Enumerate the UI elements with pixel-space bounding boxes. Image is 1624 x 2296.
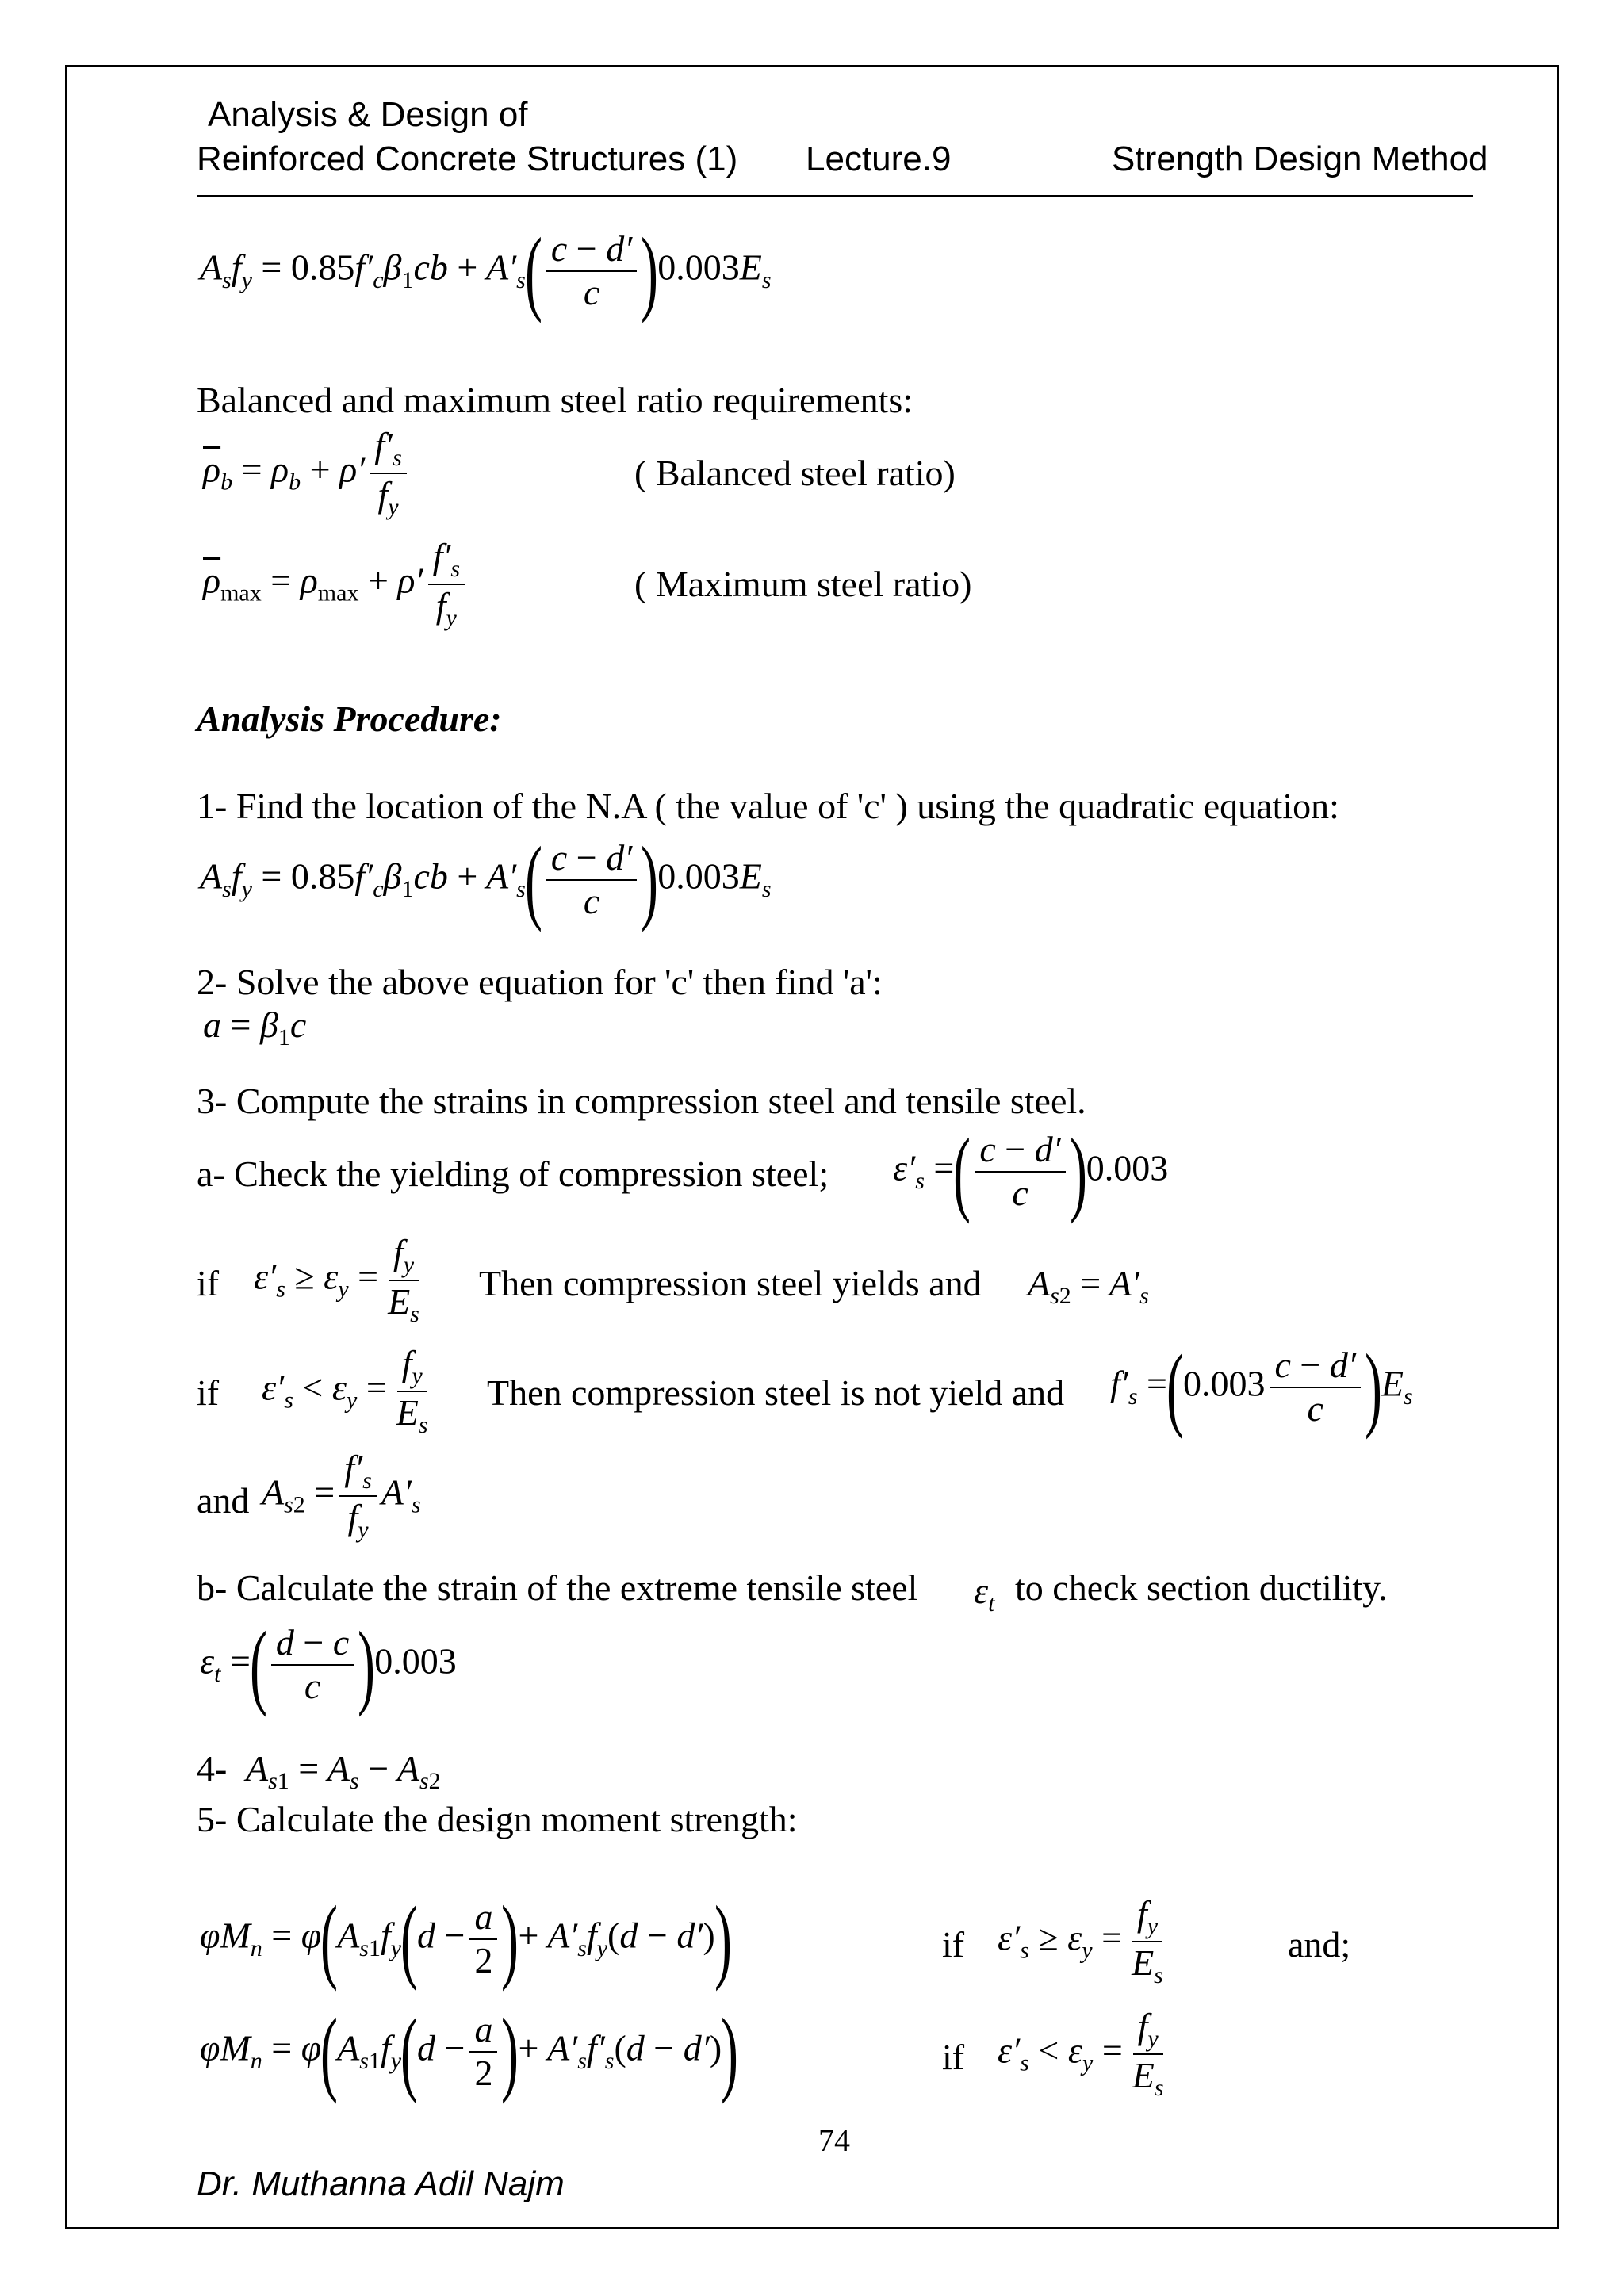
yield-condition-lt: $\varepsilon'_s < \varepsilon_y$ = $\frac{f_y}{E_s}$ bbox=[262, 1343, 428, 1438]
lecture-number: Lecture.9 bbox=[806, 140, 952, 178]
yield-condition-ge: $\varepsilon'_s \ge \varepsilon_y$ = $\frac{f_y}{E_s}$ bbox=[254, 1232, 419, 1327]
fs-prime-equation: $f'_s =(0.003$ $\frac{c - d'}{c}$ )$E_s$ bbox=[1110, 1334, 1413, 1440]
step-1-text: 1- Find the location of the N.A ( the value of 'c' ) using the quadratic equation: bbox=[197, 786, 1339, 826]
tensile-strain-symbol: $\varepsilon_t$ bbox=[974, 1571, 995, 1617]
compression-strain-equation: $\varepsilon'_s$ =( $\frac{c - d'}{c}$ )0.003 bbox=[893, 1119, 1169, 1224]
as1-equation: $A_{s1} = A_s - A_{s2}$ bbox=[246, 1748, 441, 1795]
step-3a-text: a- Check the yielding of compression steel; bbox=[197, 1154, 829, 1194]
as2-equals-a-prime: $A_{s2} = A'_s$ bbox=[1028, 1263, 1149, 1310]
compression-not-yield-text: Then compression steel is not yield and bbox=[487, 1372, 1065, 1413]
as2-fraction-equation: $A_{s2}$ = $\frac{f'_s}{f_y}$ $A'_s$ bbox=[262, 1448, 421, 1543]
lecture-topic: Strength Design Method bbox=[1112, 140, 1488, 178]
step-3-text: 3- Compute the strains in compression steel and tensile steel. bbox=[197, 1081, 1086, 1121]
if-label-moment-1: if bbox=[942, 1924, 965, 1965]
step-3b-text-part1: b- Calculate the strain of the extreme tensile steel bbox=[197, 1567, 918, 1608]
design-moment-yield-equation: $\varphi M_n = \varphi(A_{s1}f_y(d$ − $\frac{a}{2}$ )+ $A'_sf_y(d - d')$) bbox=[200, 1886, 732, 1992]
author-name: Dr. Muthanna Adil Najm bbox=[197, 2164, 565, 2203]
if-not-yield-label: if bbox=[197, 1372, 220, 1413]
compression-yields-text: Then compression steel yields and bbox=[479, 1263, 982, 1303]
balanced-requirements-intro: Balanced and maximum steel ratio requirements: bbox=[197, 380, 914, 420]
if-yields-label: if bbox=[197, 1263, 220, 1303]
course-title-line2: Reinforced Concrete Structures (1) bbox=[197, 140, 738, 178]
moment-condition-ge: $\varepsilon'_s \ge \varepsilon_y$ = $\frac{f_y}{E_s}$ bbox=[998, 1893, 1163, 1988]
step-5-text: 5- Calculate the design moment strength: bbox=[197, 1799, 798, 1839]
if-label-moment-2: if bbox=[942, 2037, 965, 2077]
balanced-ratio-equation: $\overline{\rho}_b = \rho_b + \rho'$ $\frac{f'_s}{f_y}$ bbox=[203, 425, 412, 521]
analysis-procedure-heading: Analysis Procedure: bbox=[197, 698, 502, 739]
step-4-prefix: 4- bbox=[197, 1748, 228, 1789]
moment-condition-lt: $\varepsilon'_s < \varepsilon_y$ = $\frac{f_y}{E_s}$ bbox=[998, 2006, 1164, 2101]
maximum-ratio-equation: $\overline{\rho}_{max} = \rho_{max} + \rho'$ $\frac{f'_s}{f_y}$ bbox=[203, 536, 469, 632]
step-3b-text-part2: to check section ductility. bbox=[1015, 1567, 1388, 1608]
and-label: and bbox=[197, 1480, 250, 1521]
course-title-line1: Analysis & Design of bbox=[208, 95, 528, 134]
step-2-text: 2- Solve the above equation for 'c' then find 'a': bbox=[197, 962, 883, 1002]
page-number: 74 bbox=[818, 2122, 850, 2158]
tensile-strain-equation: $\varepsilon_t$ =( $\frac{d - c}{c}$ )0.003 bbox=[200, 1612, 457, 1717]
equilibrium-equation-top: $A_sf_y = 0.85f'_c\beta_1cb + A'_s$( $\frac{c - d'}{c}$ )$0.003E_s$ bbox=[200, 218, 772, 323]
and-semicolon: and; bbox=[1288, 1924, 1351, 1965]
balanced-ratio-label: ( Balanced steel ratio) bbox=[634, 453, 956, 493]
design-moment-no-yield-equation: $\varphi M_n = \varphi(A_{s1}f_y(d$ − $\frac{a}{2}$ )+ $A'_sf'_s(d - d')$) bbox=[200, 1999, 739, 2104]
maximum-ratio-label: ( Maximum steel ratio) bbox=[634, 564, 972, 604]
equilibrium-equation-step1: $A_sf_y = 0.85f'_c\beta_1cb + A'_s$( $\frac{c - d'}{c}$ )$0.003E_s$ bbox=[200, 827, 772, 932]
header-rule bbox=[197, 195, 1473, 197]
depth-a-equation: $a = \beta_1c$ bbox=[203, 1004, 307, 1051]
